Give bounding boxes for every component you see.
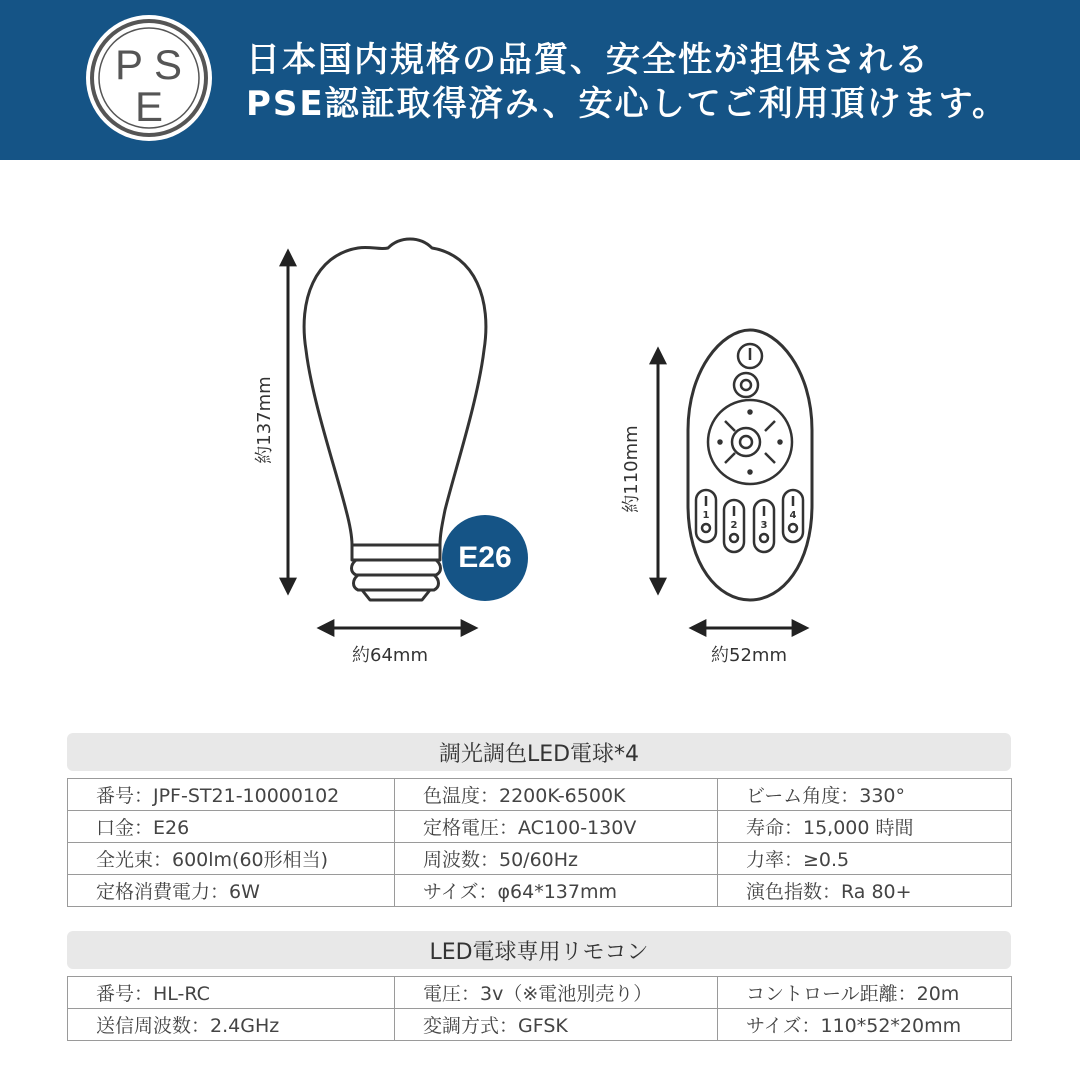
spec-cell: コントロール距離：20m bbox=[718, 977, 1012, 1009]
remote-power-button bbox=[738, 344, 762, 368]
spec-cell: 電圧：3v（※電池別売り） bbox=[395, 977, 718, 1009]
remote-button-4-label: 4 bbox=[789, 510, 797, 521]
bulb-spec-table bbox=[67, 778, 1012, 907]
remote-button-2-label: 2 bbox=[730, 520, 738, 531]
spec-cell: 番号：HL-RC bbox=[68, 977, 395, 1009]
remote-second-button bbox=[734, 373, 758, 397]
e26-base-badge: E26 bbox=[442, 515, 528, 601]
table-row bbox=[68, 1009, 1012, 1041]
pse-logo bbox=[86, 15, 212, 141]
remote-button-3-label: 3 bbox=[760, 520, 768, 531]
spec-cell: 定格消費電力：6W bbox=[68, 875, 395, 907]
table-row bbox=[68, 843, 1012, 875]
spec-cell: 定格電圧：AC100-130V bbox=[395, 811, 718, 843]
table-row bbox=[68, 977, 1012, 1009]
pse-letter-p: P bbox=[114, 41, 144, 88]
banner-line-2: PSE認証取得済み、安心してご利用頂けます。 bbox=[246, 84, 1008, 124]
spec-cell: 演色指数：Ra 80+ bbox=[718, 875, 1012, 907]
bulb-width-label: 約64mm bbox=[352, 645, 428, 666]
remote-width-label: 約52mm bbox=[711, 645, 787, 666]
pse-letter-e: E bbox=[134, 83, 164, 130]
remote-button-1-label: 1 bbox=[702, 510, 710, 521]
banner-text bbox=[246, 38, 1008, 126]
spec-cell: 送信周波数：2.4GHz bbox=[68, 1009, 395, 1041]
remote-height-label: 約110mm bbox=[621, 425, 642, 513]
spec-cell: ビーム角度：330° bbox=[718, 779, 1012, 811]
product-diagram bbox=[0, 160, 1080, 720]
spec-cell: 力率：≥0.5 bbox=[718, 843, 1012, 875]
bulb-height-label: 約137mm bbox=[254, 376, 275, 464]
banner-line-1: 日本国内規格の品質、安全性が担保される bbox=[246, 40, 930, 80]
bulb-spec-title: 調光調色LED電球*4 bbox=[67, 733, 1011, 771]
spec-cell: 口金：E26 bbox=[68, 811, 395, 843]
pse-banner bbox=[0, 0, 1080, 160]
spec-cell: サイズ：φ64*137mm bbox=[395, 875, 718, 907]
table-row bbox=[68, 779, 1012, 811]
spec-cell: サイズ：110*52*20mm bbox=[718, 1009, 1012, 1041]
spec-cell: 色温度：2200K-6500K bbox=[395, 779, 718, 811]
table-row bbox=[68, 811, 1012, 843]
spec-cell: 周波数：50/60Hz bbox=[395, 843, 718, 875]
spec-cell: 番号：JPF-ST21-10000102 bbox=[68, 779, 395, 811]
remote-group-buttons bbox=[696, 490, 803, 552]
spec-cell: 全光束：600lm(60形相当) bbox=[68, 843, 395, 875]
remote-spec-table bbox=[67, 976, 1012, 1041]
remote-dpad bbox=[708, 400, 792, 484]
remote-spec-title: LED電球専用リモコン bbox=[67, 931, 1011, 969]
pse-letter-s: S bbox=[153, 41, 183, 88]
remote-outline bbox=[688, 330, 812, 600]
spec-cell: 変調方式：GFSK bbox=[395, 1009, 718, 1041]
spec-cell: 寿命：15,000 時間 bbox=[718, 811, 1012, 843]
table-row bbox=[68, 875, 1012, 907]
